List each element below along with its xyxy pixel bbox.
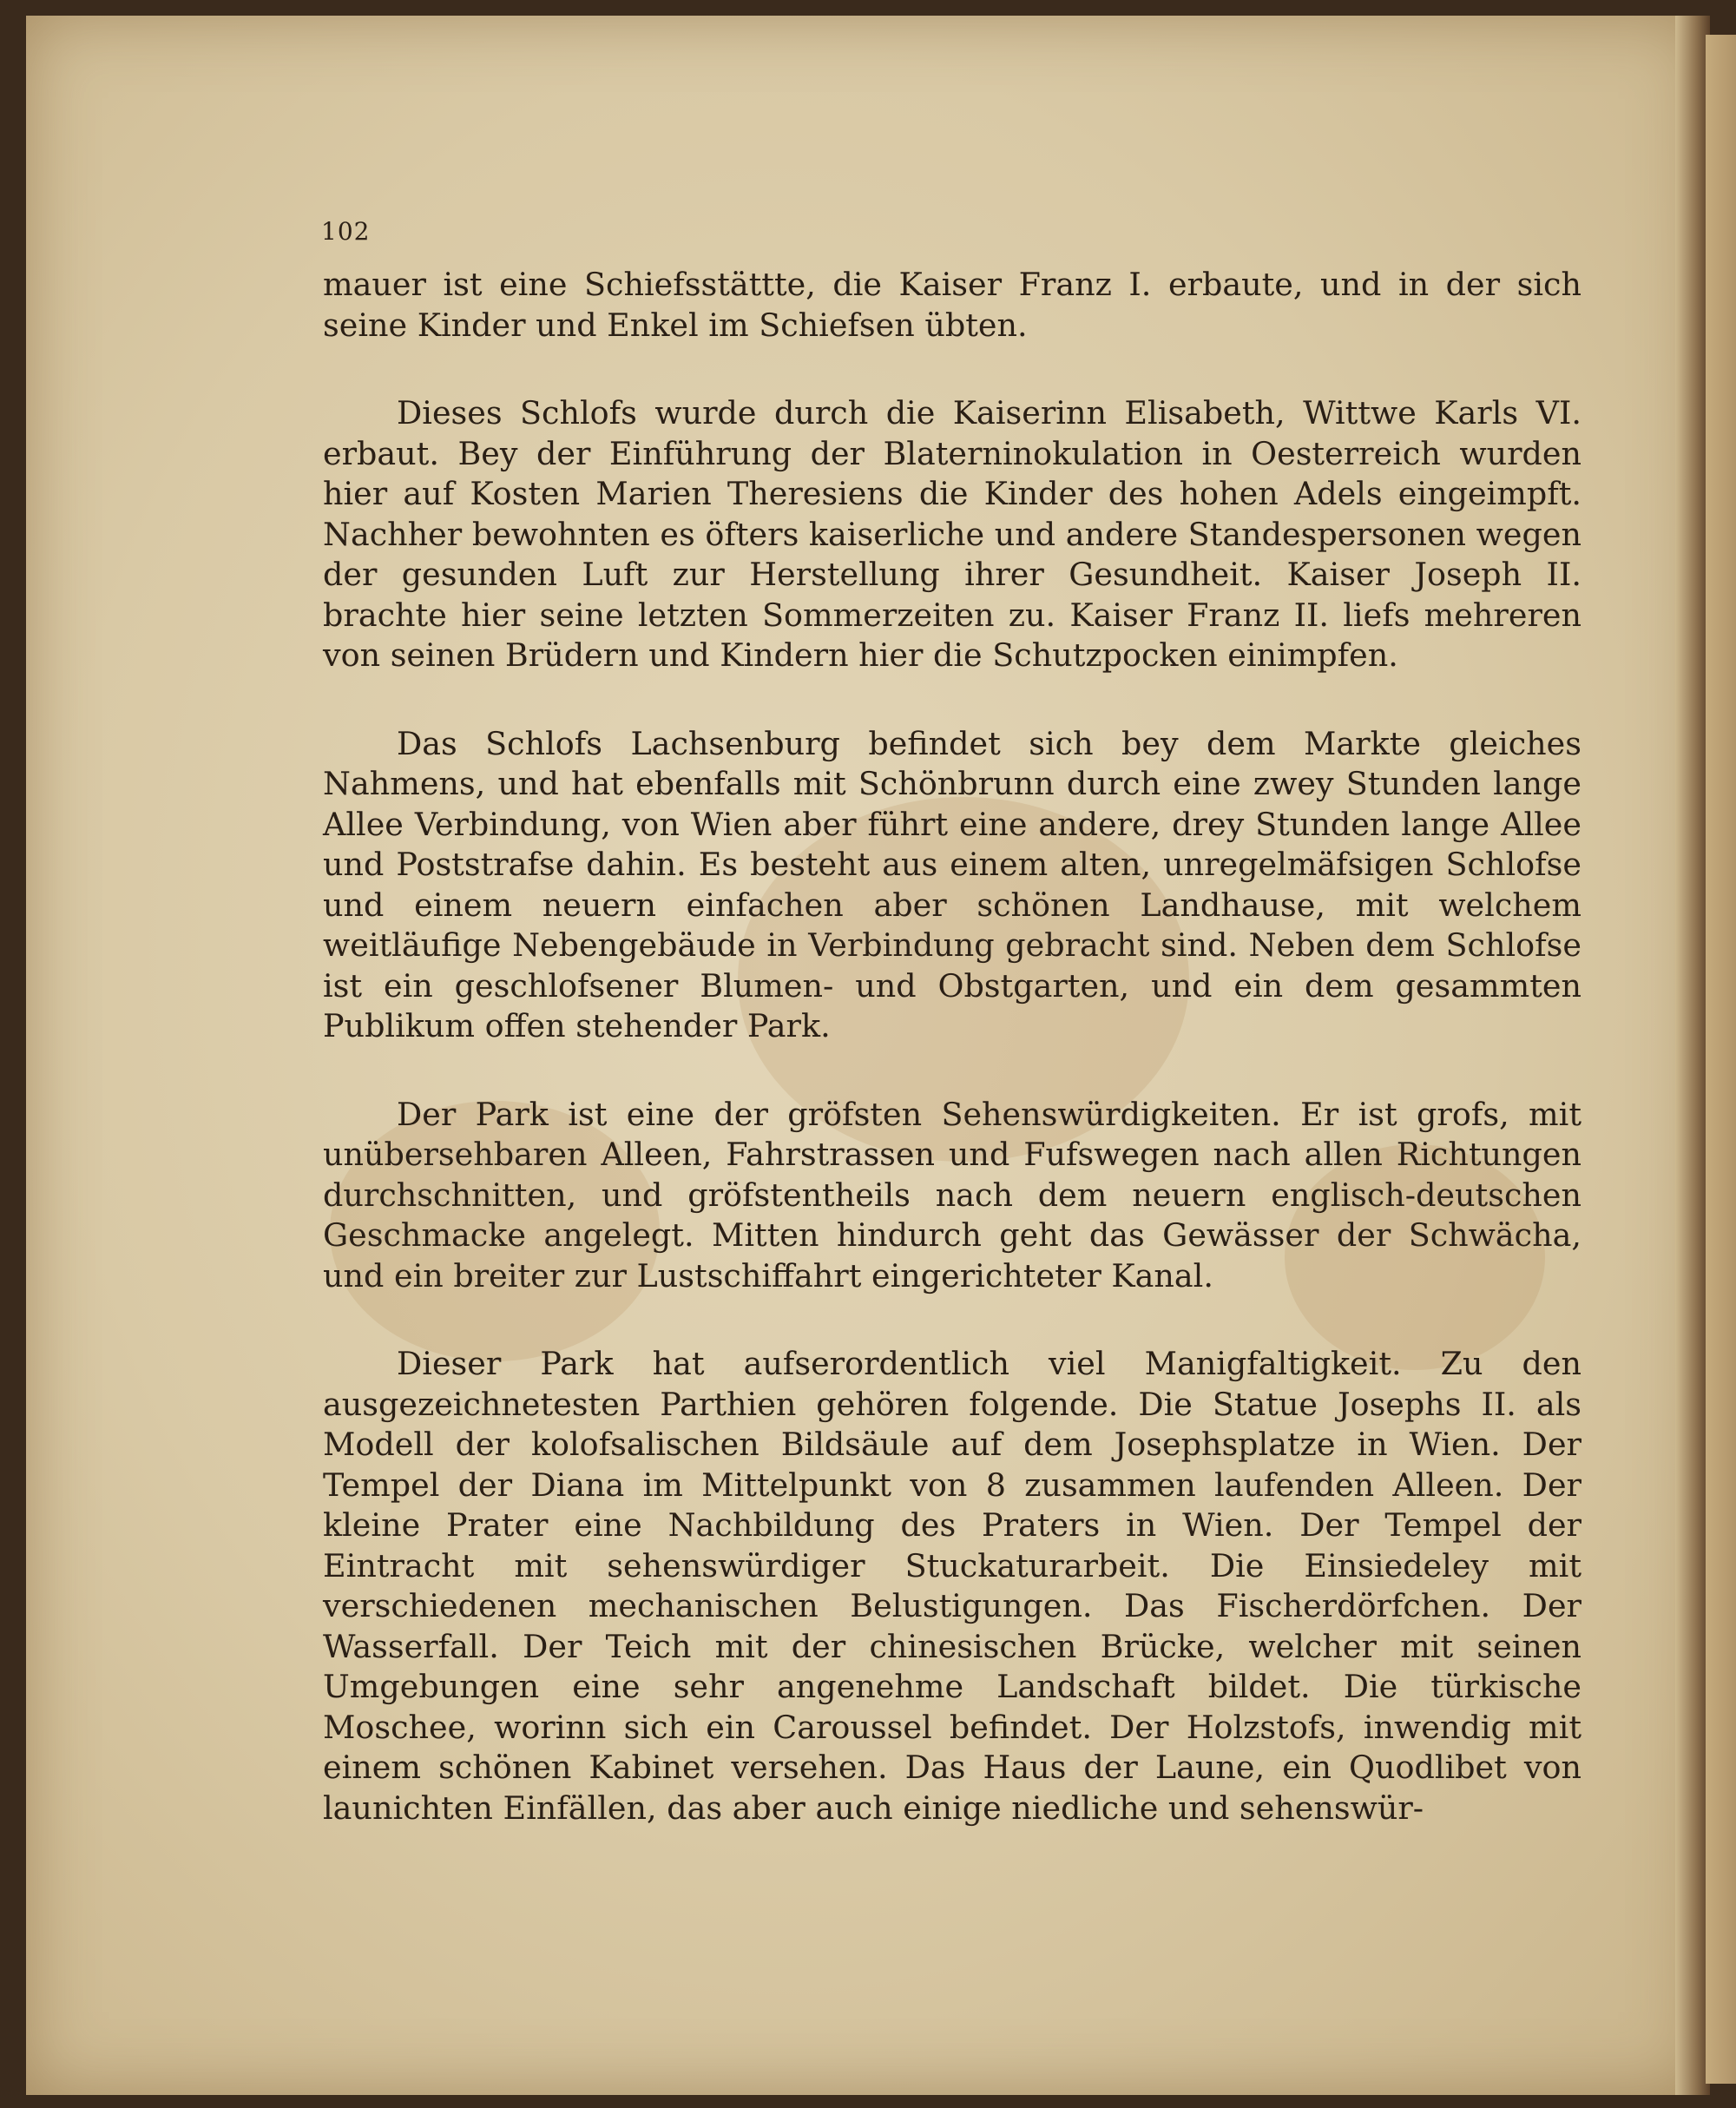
page-number: 102	[321, 217, 371, 246]
paragraph: Der Park ist eine der gröfsten Sehenswürdigkeiten. Er ist grofs, mit unübersehbaren Alleen, Fahrstrassen und Fufswegen nach allen Richtungen durchschnitten, und gröfstentheils nach dem neuern englisch-deutschen Geschmacke angelegt. Mitten hindurch geht das Gewässer der Schwächa, und ein breiter zur Lustschiffahrt eingerichteter Kanal.	[323, 1095, 1581, 1294]
paragraph: Dieses Schlofs wurde durch die Kaiserinn Elisabeth, Wittwe Karls VI. erbaut. Bey der Einführung der Blaterninokulation in Oesterreich wurden hier auf Kosten Marien Theresiens die Kinder des hohen Adels eingeimpft. Nachher bewohnten es öfters kaiserliche und andere Standespersonen wegen der gesunden Luft zur Herstellung ihrer Gesundheit. Kaiser Joseph II. brachte hier seine letzten Sommerzeiten zu. Kaiser Franz II. liefs mehreren von seinen Brüdern und Kindern hier die Schutzpocken einimpfen.	[323, 394, 1581, 674]
paragraph: Dieser Park hat aufserordentlich viel Manigfaltigkeit. Zu den ausgezeichnetesten Parthien gehören folgende. Die Statue Josephs II. als Modell der kolofsalischen Bildsäule auf dem Josephsplatze in Wien. Der Tempel der Diana im Mittelpunkt von 8 zusammen laufenden Alleen. Der kleine Prater eine Nachbildung des Praters in Wien. Der Tempel der Eintracht mit sehenswürdiger Stuckaturarbeit. Die Einsiedeley mit verschiedenen mechanischen Belustigungen. Das Fischerdörfchen. Der Wasserfall. Der Teich mit der chinesischen Brücke, welcher mit seinen Umgebungen eine sehr angenehme Landschaft bildet. Die türkische Moschee, worinn sich ein Caroussel befindet. Der Holzstofs, inwendig mit einem schönen Kabinet versehen. Das Haus der Laune, ein Quodlibet von launichten Einfällen, das aber auch einige niedliche und sehenswür-	[323, 1345, 1581, 1827]
book-gutter	[1675, 16, 1710, 2095]
paragraph: Das Schlofs Lachsenburg befindet sich bey dem Markte gleiches Nahmens, und hat ebenfalls mit Schönbrunn durch eine zwey Stunden lange Allee Verbindung, von Wien aber führt eine andere, drey Stunden lange Allee und Poststrafse dahin. Es besteht aus einem alten, unregelmäfsigen Schlofse und einem neuern einfachen aber schönen Landhause, mit welchem weitläufige Nebengebäude in Verbindung gebracht sind. Neben dem Schlofse ist ein geschlofsener Blumen- und Obstgarten, und ein dem gesammten Publikum offen stehender Park.	[323, 724, 1581, 1044]
paragraph: mauer ist eine Schiefsstättte, die Kaiser Franz I. erbaute, und in der sich seine Kinder und Enkel im Schiefsen übten.	[323, 266, 1581, 344]
adjacent-page-edge	[1706, 35, 1736, 2084]
page-text	[323, 265, 1581, 1876]
